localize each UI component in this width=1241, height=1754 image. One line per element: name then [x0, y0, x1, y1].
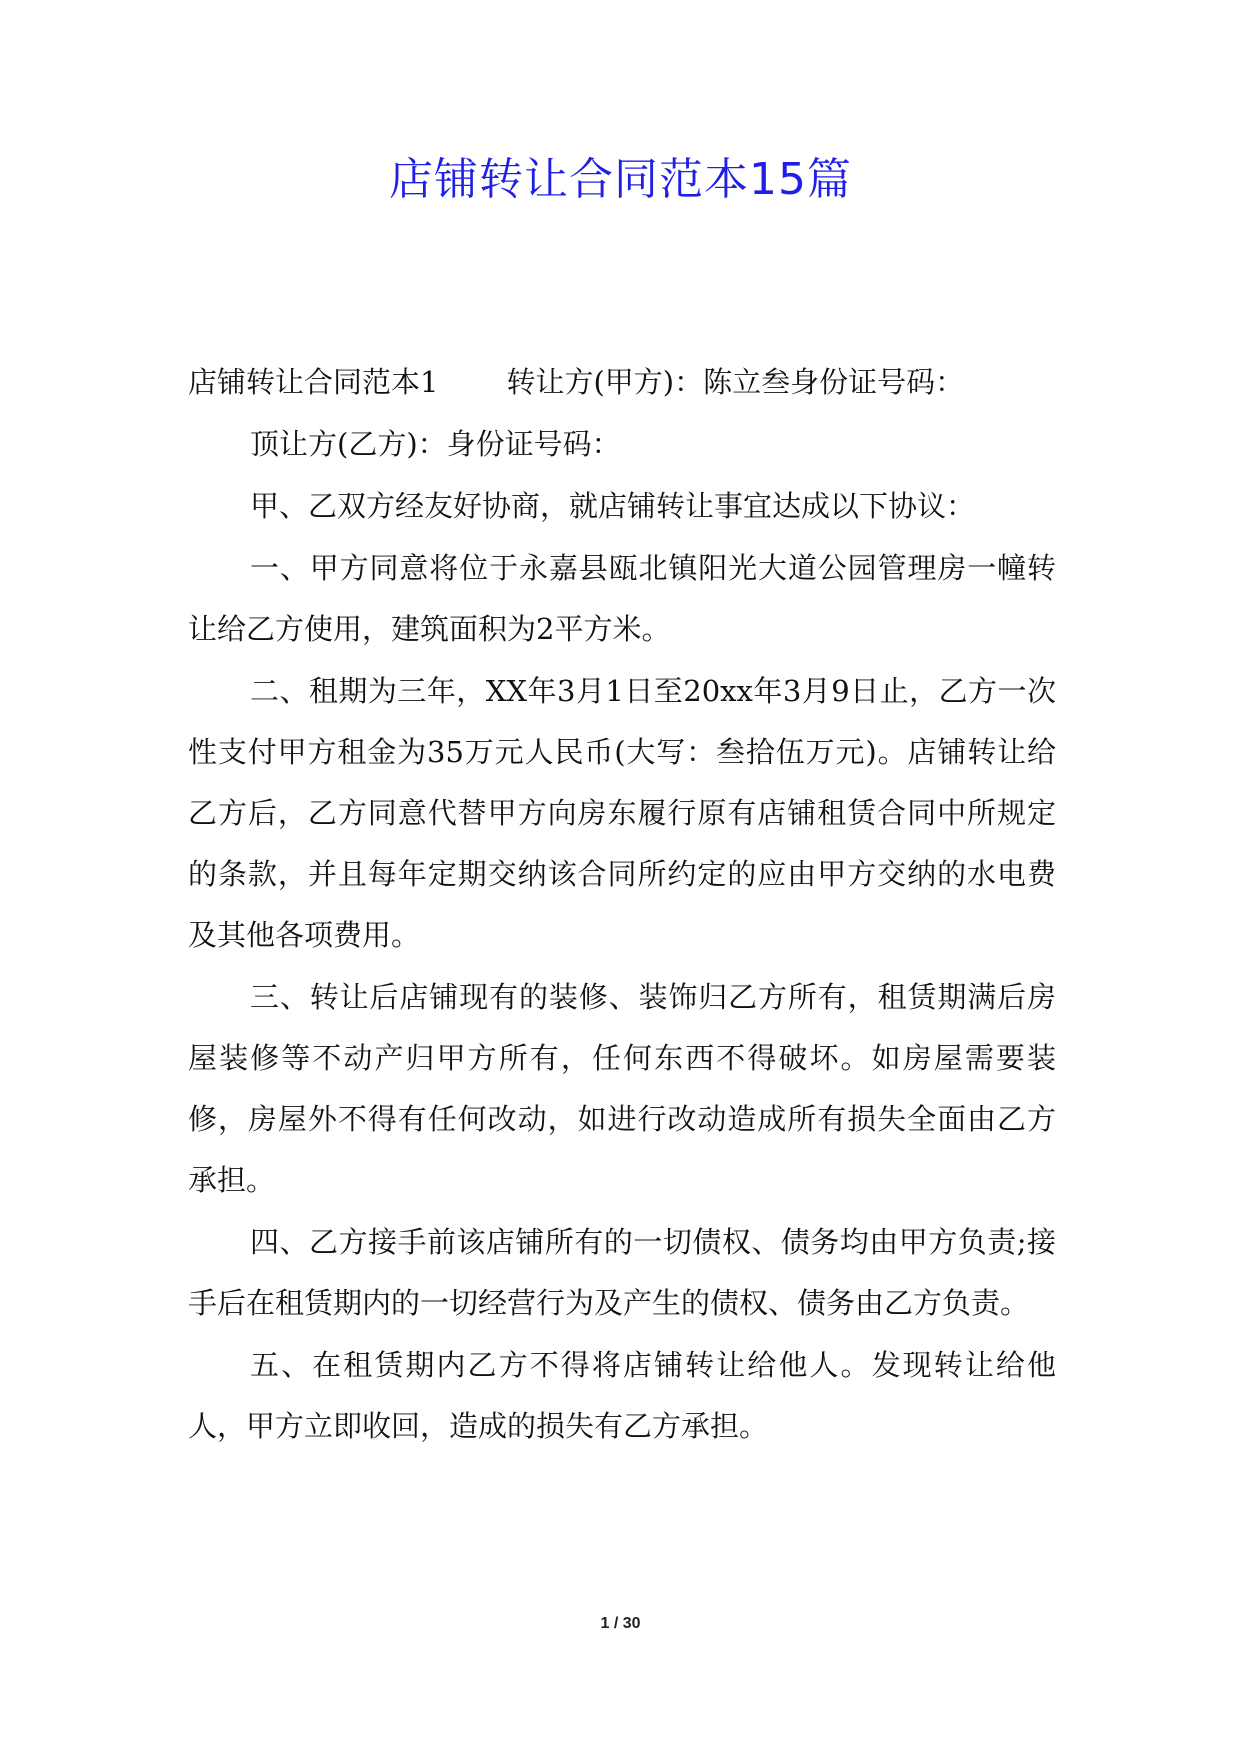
- paragraph-clause-1: 一、甲方同意将位于永嘉县瓯北镇阳光大道公园管理房一幢转让给乙方使用，建筑面积为2平方米。: [188, 551, 1056, 646]
- paragraph-clause-3: 三、转让后店铺现有的装修、装饰归乙方所有，租赁期满后房屋装修等不动产归甲方所有，任何东西不得破坏。如房屋需要装修，房屋外不得有任何改动，如进行改动造成所有损失全面由乙方承担。: [188, 980, 1056, 1197]
- paragraph-clause-4: 四、乙方接手前该店铺所有的一切债权、债务均由甲方负责;接手后在租赁期内的一切经营行为及产生的债权、债务由乙方负责。: [188, 1225, 1056, 1320]
- document-title: 店铺转让合同范本15篇: [389, 154, 852, 205]
- paragraph-agreement-intro: 甲、乙双方经友好协商，就店铺转让事宜达成以下协议：: [250, 489, 976, 523]
- first-paragraph: [188, 352, 1056, 413]
- contract-heading: 店铺转让合同范本1: [188, 365, 439, 399]
- paragraph-clause-2: 二、租期为三年，XX年3月1日至20xx年3月9日止，乙方一次性支付甲方租金为35万元人民币(大写：叁拾伍万元)。店铺转让给乙方后，乙方同意代替甲方向房东履行原有店铺租赁合同中所规定的条款，并且每年定期交纳该合同所约定的应由甲方交纳的水电费及其他各项费用。: [188, 674, 1056, 952]
- paragraph-clause-5: 五、在租赁期内乙方不得将店铺转让给他人。发现转让给他人，甲方立即收回，造成的损失有乙方承担。: [188, 1348, 1056, 1443]
- transferor-line: 转让方(甲方)：陈立叁身份证号码：: [506, 365, 965, 399]
- page-number: 1 / 30: [600, 1615, 641, 1632]
- document-body: [188, 352, 1056, 1458]
- paragraph-transferee: 顶让方(乙方)：身份证号码：: [250, 427, 621, 461]
